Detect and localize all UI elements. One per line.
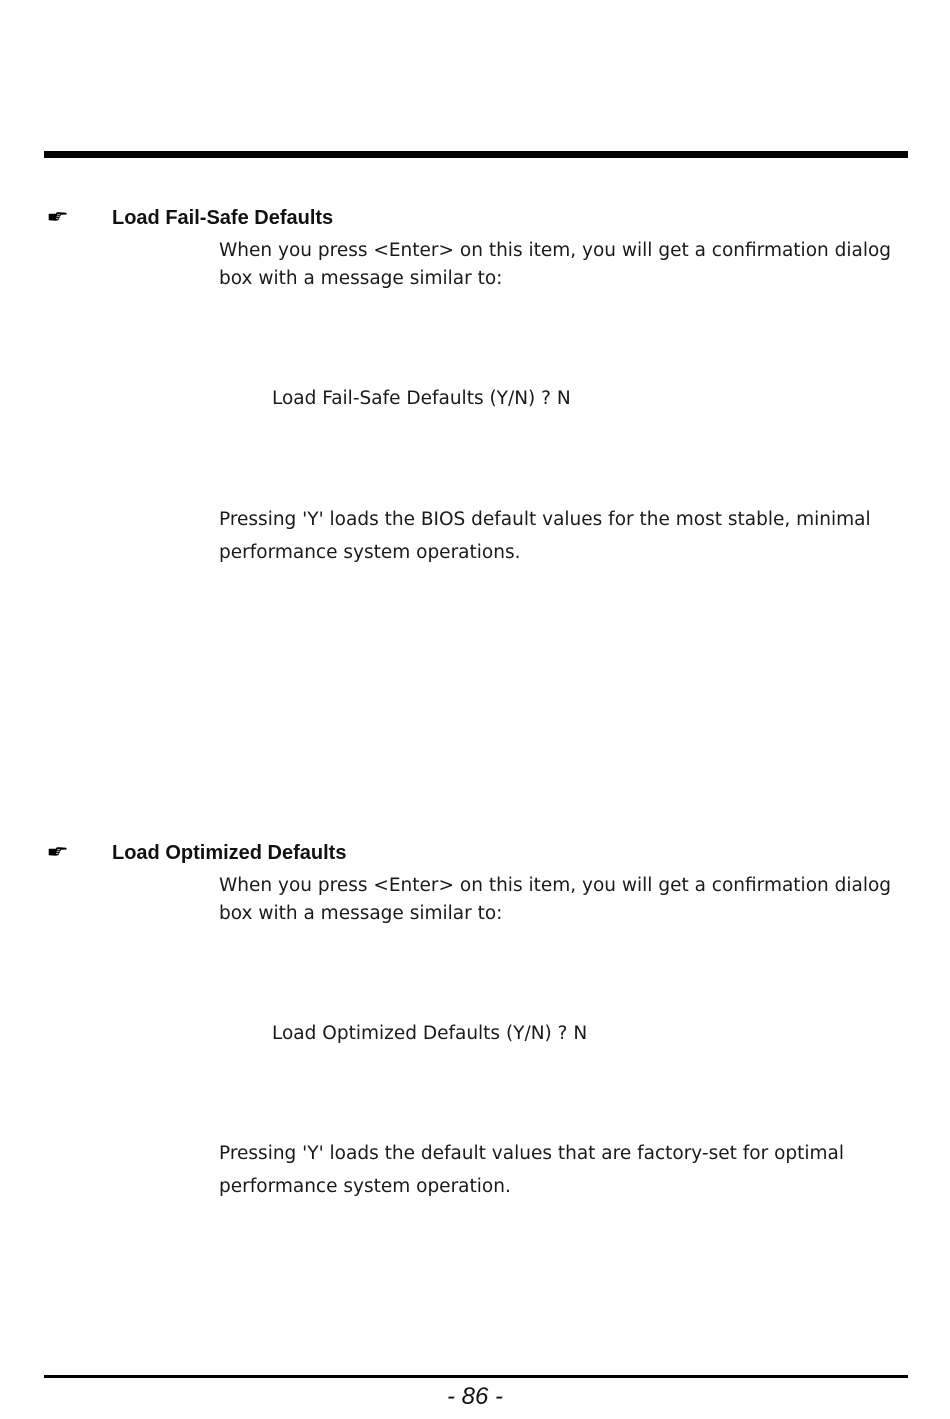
section-heading-optimized: Load Optimized Defaults <box>112 842 347 864</box>
section-intro-fail-safe: When you press <Enter> on this item, you will get a confirmation dialog box with a message similar to: <box>219 240 892 289</box>
page-number: - 86 - <box>446 1383 503 1410</box>
section-intro-optimized: When you press <Enter> on this item, you will get a confirmation dialog box with a message similar to: <box>219 875 892 924</box>
section-heading-fail-safe: Load Fail-Safe Defaults <box>112 207 334 229</box>
pointing-hand-icon <box>48 210 68 222</box>
section-description-optimized: Pressing 'Y' loads the default values that are factory-set for optimal performance system operation. <box>219 1143 845 1197</box>
pointing-hand-icon <box>48 845 68 857</box>
bottom-rule <box>44 1375 908 1378</box>
confirmation-prompt-fail-safe: Load Fail-Safe Defaults (Y/N) ? N <box>272 388 571 409</box>
confirmation-prompt-optimized: Load Optimized Defaults (Y/N) ? N <box>272 1023 588 1044</box>
section-description-fail-safe: Pressing 'Y' loads the BIOS default values for the most stable, minimal performance system operations. <box>219 509 871 563</box>
top-rule <box>44 151 908 158</box>
